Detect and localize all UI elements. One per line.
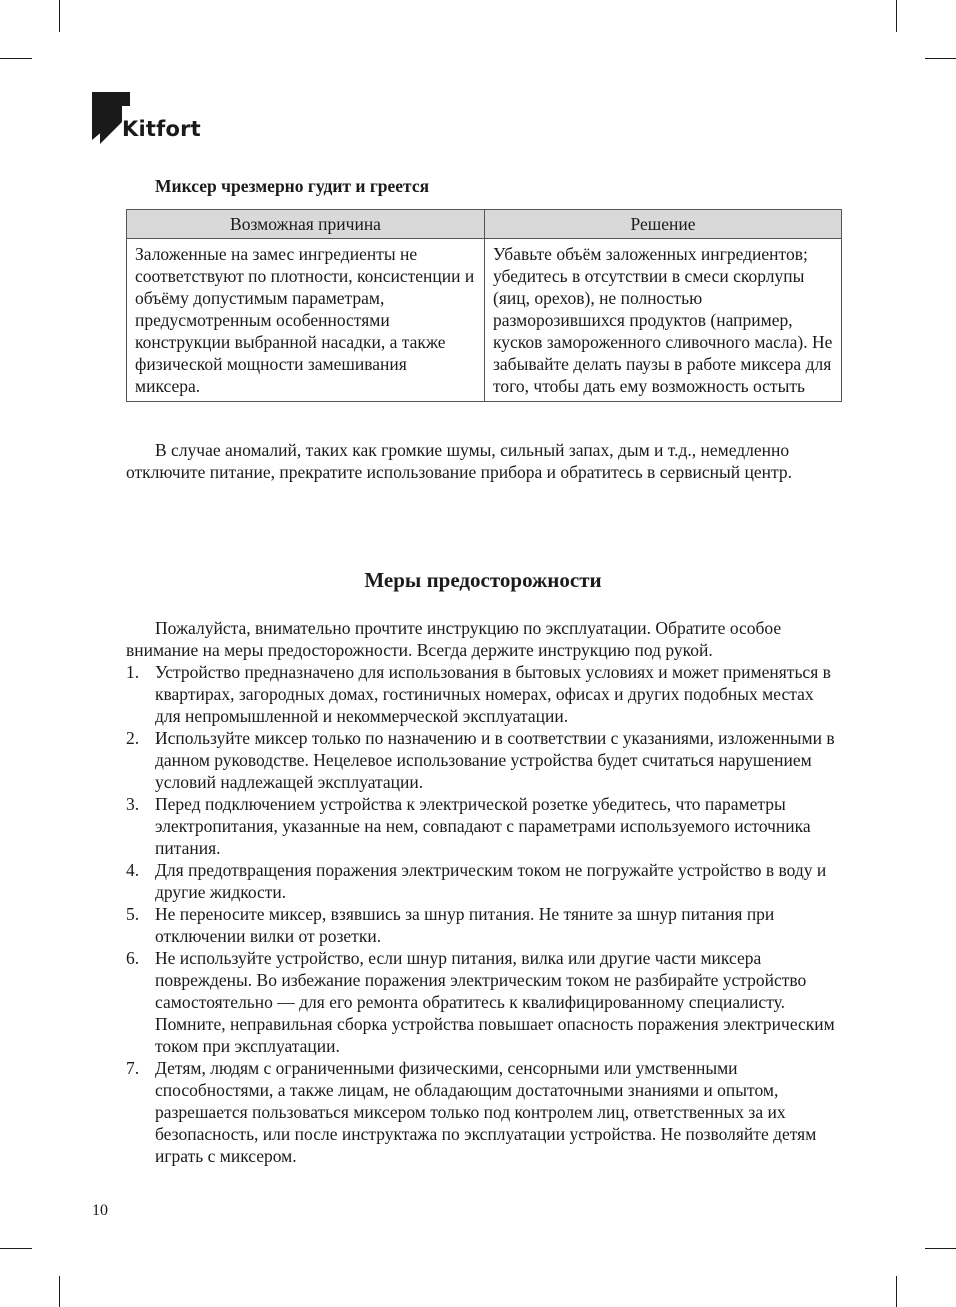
- brand-name: Kitfort: [122, 117, 201, 141]
- item-number: 1.: [126, 662, 140, 682]
- column-header-cause: Возможная причина: [127, 210, 485, 239]
- item-text: Для предотвращения поражения электрическим током не погружайте устройство в воду и другие жидкости.: [155, 860, 827, 902]
- trouble-heading: Миксер чрезмерно гудит и греется: [155, 176, 430, 196]
- crop-mark: [896, 1276, 897, 1307]
- list-item: [126, 859, 842, 903]
- list-item: [126, 727, 842, 793]
- crop-mark: [925, 1248, 956, 1249]
- table-header-row: [127, 210, 842, 239]
- item-number: 2.: [126, 728, 140, 748]
- trouble-table: [126, 209, 842, 402]
- precautions-intro: Пожалуйста, внимательно прочтите инструкцию по эксплуатации. Обратите особое внимание на меры предосторожности. Всегда держите инструкцию под рукой.: [126, 618, 782, 660]
- brand-logo: [92, 92, 232, 152]
- crop-mark: [0, 58, 32, 59]
- item-text: Устройство предназначено для использования в бытовых условиях и может применяться в квартирах, загородных домах, гостиничных номерах, офисах и других подобных местах для непромышленной и некоммерческой эксплуатации.: [155, 662, 831, 726]
- crop-mark: [59, 0, 60, 32]
- item-number: 5.: [126, 904, 140, 924]
- list-item: [126, 661, 842, 727]
- list-item: [126, 947, 842, 1057]
- section-title: Меры предосторожности: [364, 568, 602, 592]
- table-row: [127, 239, 842, 402]
- item-text: Используйте миксер только по назначению и в соответствии с указаниями, изложенными в данном руководстве. Нецелевое использование устройства будет считаться нарушением условий надлежащей эксплуатации.: [155, 728, 835, 792]
- item-number: 4.: [126, 860, 140, 880]
- cause-cell: Заложенные на замес ингредиенты не соответствуют по плотности, консистенции и объёму допустимым параметрам, предусмотренным особенностями конструкции выбранной насадки, а также физической мощности замешивания миксера.: [127, 239, 485, 402]
- crop-mark: [896, 0, 897, 32]
- crop-mark: [925, 58, 956, 59]
- item-number: 7.: [126, 1058, 140, 1078]
- page-number: 10: [92, 1202, 108, 1219]
- crop-mark: [0, 1248, 32, 1249]
- item-number: 3.: [126, 794, 140, 814]
- solution-cell: Убавьте объём заложенных ингредиентов; убедитесь в отсутствии в смеси скорлупы (яиц, орехов), не полностью разморозившихся продуктов (например, кусков замороженного сливочного масла). Не забывайте делать паузы в работе миксера для того, чтобы дать ему возможность остыть: [485, 239, 842, 402]
- item-text: Детям, людям с ограниченными физическими, сенсорными или умственными способностями, а также лицам, не обладающим достаточными знаниями и опытом, разрешается пользоваться миксером только под контролем лиц, ответственных за их безопасность, или после инструктажа по эксплуатации устройства. Не позволяйте детям играть с миксером.: [155, 1058, 817, 1166]
- column-header-solution: Решение: [485, 210, 842, 239]
- item-text: Не переносите миксер, взявшись за шнур питания. Не тяните за шнур питания при отключении вилки от розетки.: [155, 904, 775, 946]
- list-item: [126, 1057, 842, 1167]
- item-text: Перед подключением устройства к электрической розетке убедитесь, что параметры электропитания, указанные на нем, совпадают с параметрами используемого источника питания.: [155, 794, 811, 858]
- item-text: Не используйте устройство, если шнур питания, вилка или другие части миксера повреждены. Во избежание поражения электрическим током не разбирайте устройство самостоятельно — для его ремонта обратитесь к квалифицированному специалисту. Помните, неправильная сборка устройства повышает опасность поражения электрическим током при эксплуатации.: [155, 948, 835, 1056]
- list-item: [126, 793, 842, 859]
- precautions-list: [126, 661, 842, 1167]
- anomaly-note: В случае аномалий, таких как громкие шумы, сильный запах, дым и т.д., немедленно отключите питание, прекратите использование прибора и обратитесь в сервисный центр.: [126, 440, 792, 482]
- item-number: 6.: [126, 948, 140, 968]
- crop-mark: [59, 1276, 60, 1307]
- list-item: [126, 903, 842, 947]
